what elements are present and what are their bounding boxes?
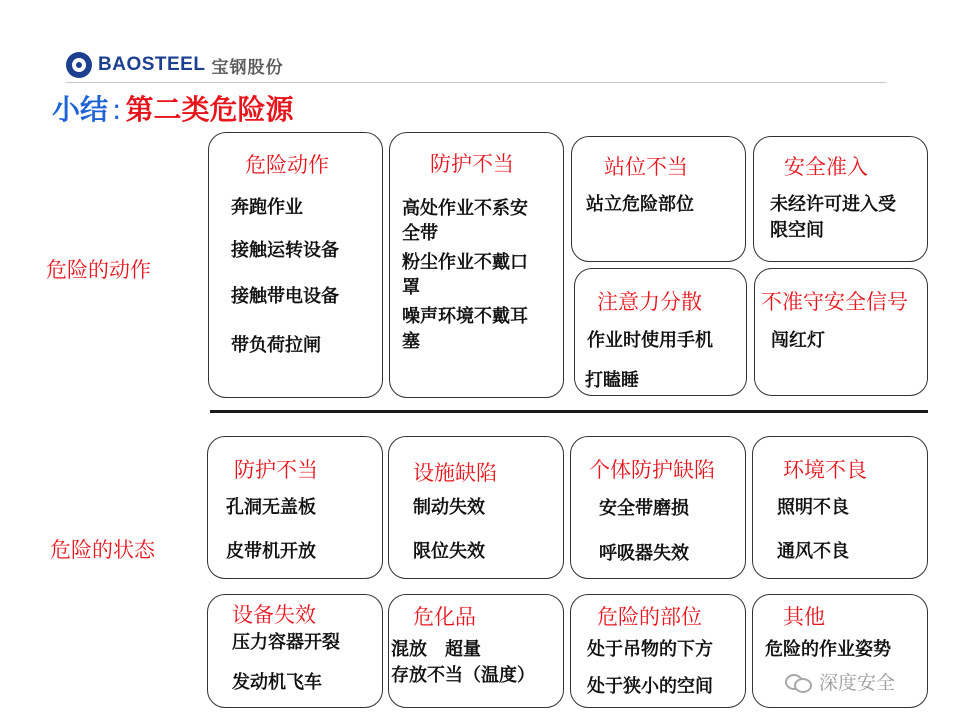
box-heading: 危险动作 <box>245 153 329 177</box>
box-improper-protection-state <box>207 436 383 579</box>
box-item: 站立危险部位 <box>586 194 694 215</box>
box-item: 制动失效 <box>413 497 485 518</box>
box-item: 安全带磨损 <box>599 498 689 519</box>
box-item: 打瞌睡 <box>585 370 639 391</box>
box-poor-environment <box>752 436 928 579</box>
box-item: 噪声环境不戴耳 <box>402 306 528 327</box>
title-separator: : <box>112 93 122 126</box>
box-ppe-defect <box>570 436 746 579</box>
box-heading: 安全准入 <box>784 155 868 179</box>
box-heading: 危险的部位 <box>597 605 702 629</box>
header-rule <box>66 82 886 83</box>
box-signal-violation <box>754 268 928 396</box>
box-heading: 环境不良 <box>783 458 867 482</box>
box-item: 全带 <box>402 223 438 244</box>
baosteel-emblem-icon <box>66 52 92 78</box>
box-safe-entry <box>753 136 928 262</box>
box-heading: 站位不当 <box>604 155 688 179</box>
logo-english-text: BAOSTEEL <box>98 54 206 75</box>
box-item: 发动机飞车 <box>232 672 322 693</box>
wechat-icon <box>785 672 813 692</box>
box-item: 限位失效 <box>413 541 485 562</box>
box-improper-position <box>571 136 746 262</box>
box-heading: 防护不当 <box>234 458 318 482</box>
box-heading: 设施缺陷 <box>413 461 497 485</box>
box-dangerous-actions <box>208 132 383 398</box>
box-item: 接触带电设备 <box>231 286 339 307</box>
box-item: 危险的作业姿势 <box>765 639 891 660</box>
watermark <box>785 668 895 695</box>
box-item: 罩 <box>402 277 420 298</box>
box-item: 照明不良 <box>777 497 849 518</box>
box-heading: 其他 <box>783 605 825 629</box>
box-item: 存放不当（温度） <box>391 665 535 686</box>
box-item: 皮带机开放 <box>226 541 316 562</box>
box-item: 限空间 <box>770 220 824 241</box>
watermark-text: 深度安全 <box>819 672 896 694</box>
box-heading: 注意力分散 <box>597 290 702 314</box>
box-improper-protection <box>389 132 564 398</box>
box-heading: 危化品 <box>413 605 476 629</box>
box-item: 奔跑作业 <box>231 197 303 218</box>
box-item: 压力容器开裂 <box>232 632 340 653</box>
title-topic: 第二类危险源 <box>125 93 294 126</box>
box-heading: 个体防护缺陷 <box>589 458 715 482</box>
box-item: 高处作业不系安 <box>402 198 528 219</box>
box-item: 未经许可进入受 <box>770 194 896 215</box>
section-label-actions: 危险的动作 <box>46 258 151 282</box>
box-item: 塞 <box>402 331 420 352</box>
box-dangerous-location <box>570 594 746 708</box>
box-item: 带负荷拉闸 <box>231 335 321 356</box>
box-heading: 不准守安全信号 <box>761 290 908 314</box>
box-hazardous-chemicals <box>388 594 564 708</box>
box-item: 粉尘作业不戴口 <box>402 252 528 273</box>
box-item: 通风不良 <box>777 541 849 562</box>
logo-chinese-text: 宝钢股份 <box>211 57 284 78</box>
box-distraction <box>574 268 747 396</box>
section-label-states: 危险的状态 <box>50 538 155 562</box>
section-divider <box>210 410 928 413</box>
box-item: 处于吊物的下方 <box>587 639 713 660</box>
box-item: 孔洞无盖板 <box>226 497 316 518</box>
box-heading: 设备失效 <box>232 603 316 627</box>
box-equipment-failure <box>207 594 383 708</box>
baosteel-logo <box>66 52 283 78</box>
box-facility-defect <box>388 436 564 579</box>
slide-title <box>52 88 293 128</box>
box-heading: 防护不当 <box>430 152 514 176</box>
box-item: 混放 超量 <box>391 639 481 660</box>
box-item: 接触运转设备 <box>231 240 339 261</box>
box-item: 作业时使用手机 <box>587 330 713 351</box>
title-summary: 小结 <box>52 93 109 126</box>
box-item: 呼吸器失效 <box>599 543 689 564</box>
box-item: 闯红灯 <box>771 330 825 351</box>
box-item: 处于狭小的空间 <box>587 676 713 697</box>
